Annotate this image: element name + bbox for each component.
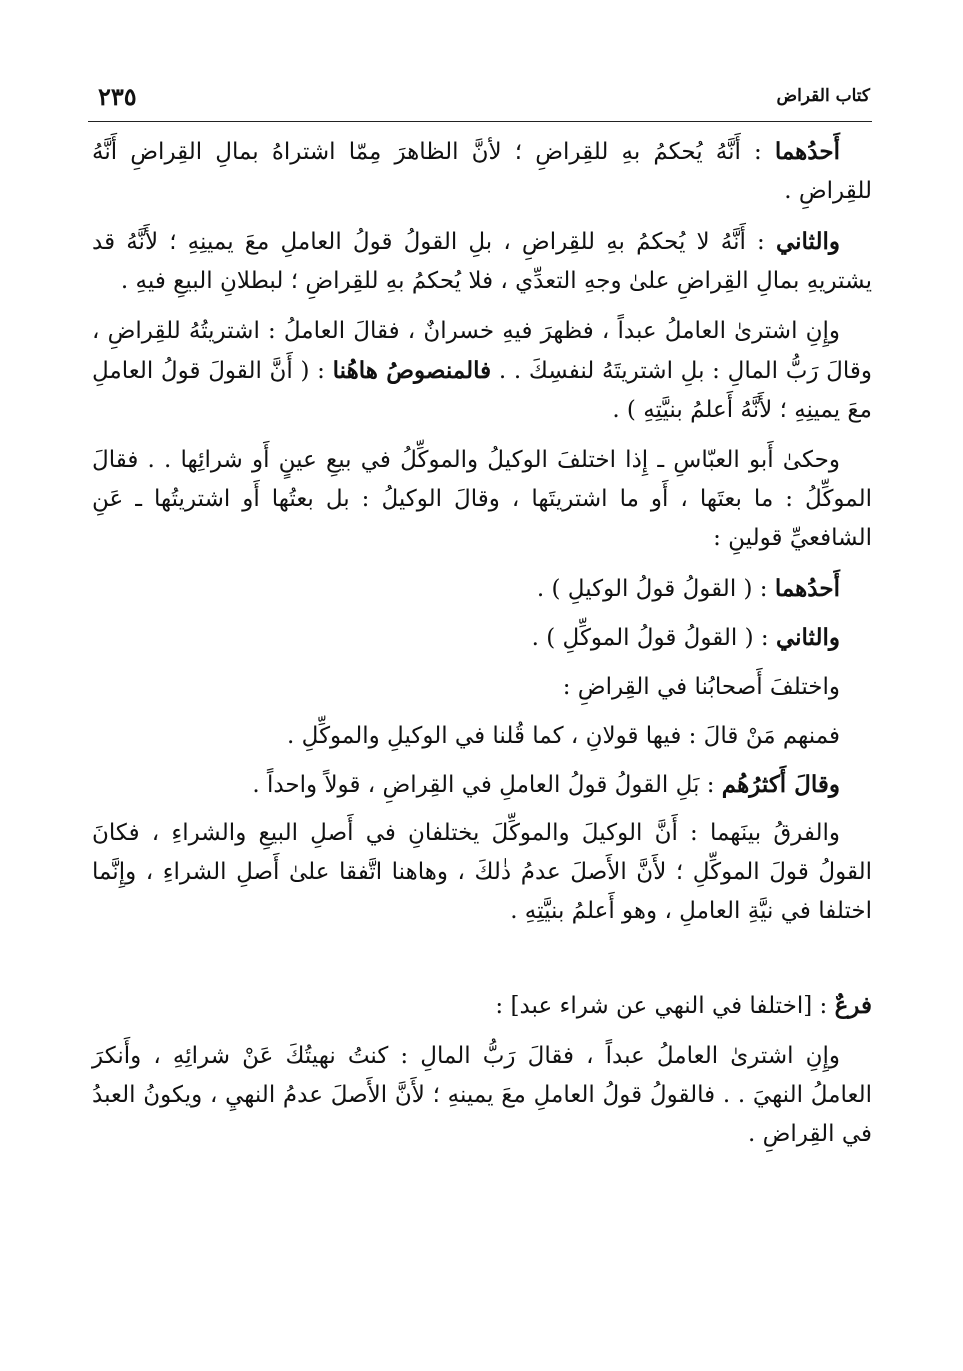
- paragraph-prohibition: [92, 1037, 872, 1154]
- paragraph-companions-differ: [92, 667, 840, 707]
- text-most-said: : بَلِ القولُ قولُ العاملِ في القِراضِ ، قولاً واحداً .: [252, 772, 722, 798]
- label-agent-second: والثاني: [775, 624, 840, 651]
- text-slave-loss-a: وإِنِ اشترىٰ العاملُ عبداً ، فظهرَ فيهِ خسرانٌ ، فقالَ العاملُ : اشتريتُهُ للقِراضِ ، وقالَ رَبُّ المالِ : بلِ اشتريتَهُ لنفسِكَ . .: [92, 318, 873, 384]
- section-gap: [92, 942, 872, 986]
- text-branch: : [اختلفا في النهي عن شراء عبد] :: [495, 993, 835, 1019]
- paragraph-first-opinion: [92, 132, 872, 211]
- label-agent-first: أَحدُهما: [774, 575, 840, 602]
- text-prohibition: وإِنِ اشترىٰ العاملُ عبداً ، فقالَ رَبُّ المالِ : كنتُ نهيتُكَ عَنْ شرائِهِ ، وأَنكرَ العاملُ النهيَ . . فالقولُ قولُ العاملِ معَ يمينهِ ؛ لأَنَّ الأَصلَ عدمُ النهيِ ، ويكونُ العبدُ في القِراضِ .: [92, 1043, 872, 1147]
- text-second: : أَنَّهُ لا يُحكمُ بهِ للقِراضِ ، بلِ القولُ قولُ العاملِ معَ يمينِهِ ؛ لأَنَّهُ قد يشتريهِ بمالِ القِراضِ علىٰ وجهِ التعدِّي ، فلا يُحكمُ بهِ للقِراضِ ؛ لبطلانِ البيعِ فيهِ .: [92, 229, 872, 294]
- text-first: : أَنَّهُ يُحكمُ بهِ للقِراضِ ؛ لأنَّ الظاهرَ مِمّا اشتراهُ بمالِ القِراضِ أَنَّهُ للقِراضِ .: [92, 139, 872, 204]
- paragraph-agent-first: [92, 569, 840, 609]
- text-some-said: فمنهم مَنْ قالَ : فيها قولانِ ، كما قُلنا في الوكيلِ والموكِّلِ .: [287, 723, 840, 749]
- text-difference: والفرقُ بينَهما : أَنَّ الوكيلَ والموكِّلَ يختلفانِ في أَصلِ البيعِ والشراءِ ، فكانَ القولُ قولَ الموكِّلِ ؛ لأَنَّ الأَصلَ عدمُ ذٰلكَ ، وهاهنا اتَّفقا علىٰ أَصلِ الشراءِ ، وإِنَّما اختلفا في نيَّةِ العاملِ ، وهو أَعلمُ بنيَّتِهِ .: [92, 820, 872, 924]
- branch-heading: [92, 986, 872, 1026]
- paragraph-agent-second: [92, 618, 840, 658]
- paragraph-most-said: [92, 765, 840, 805]
- header-rule: [88, 121, 872, 122]
- label-branch: فرعٌ: [834, 992, 872, 1019]
- paragraph-second-opinion: [92, 222, 872, 301]
- text-abu-abbas: وحكىٰ أَبو العبّاسِ ـ إِذا اختلفَ الوكيلُ والموكِّلُ في بيعِ عينٍ أَو شرائِها . . فقالَ الموكِّلُ : ما بعتَها ، أَو ما اشتريتَها ، وقالَ الوكيلُ : بل بعتُها أَو اشتريتُها ـ عَنِ الشافعيِّ قولينِ :: [92, 447, 872, 551]
- label-most-said: وقالَ أَكثرُهُم: [721, 771, 840, 798]
- paragraph-some-said: [92, 716, 840, 756]
- page-header: [90, 82, 870, 122]
- label-first: أَحدُهما: [774, 138, 840, 165]
- running-title: كتاب القراض: [776, 86, 870, 106]
- label-mansus: فالمنصوصُ هاهُنا: [332, 357, 492, 384]
- text-agent-second: : ( القولُ قولُ الموكِّلِ ) .: [531, 625, 776, 651]
- text-agent-first: : ( القولُ قولُ الوكيلِ ) .: [536, 576, 775, 602]
- text-slave-loss-b: : ( أَنَّ القولَ قولُ العاملِ معَ يمينِهِ ؛ لأَنَّهُ أَعلمُ بنيَّتِهِ ) .: [92, 358, 872, 423]
- paragraph-abu-abbas: [92, 441, 872, 558]
- page-number: ٢٣٥: [98, 82, 137, 111]
- main-text: [92, 132, 872, 1165]
- label-second: والثاني: [775, 228, 840, 255]
- text-companions-differ: واختلفَ أَصحابُنا في القِراضِ :: [562, 674, 840, 700]
- paragraph-difference: [92, 814, 872, 931]
- paragraph-slave-loss: [92, 312, 872, 430]
